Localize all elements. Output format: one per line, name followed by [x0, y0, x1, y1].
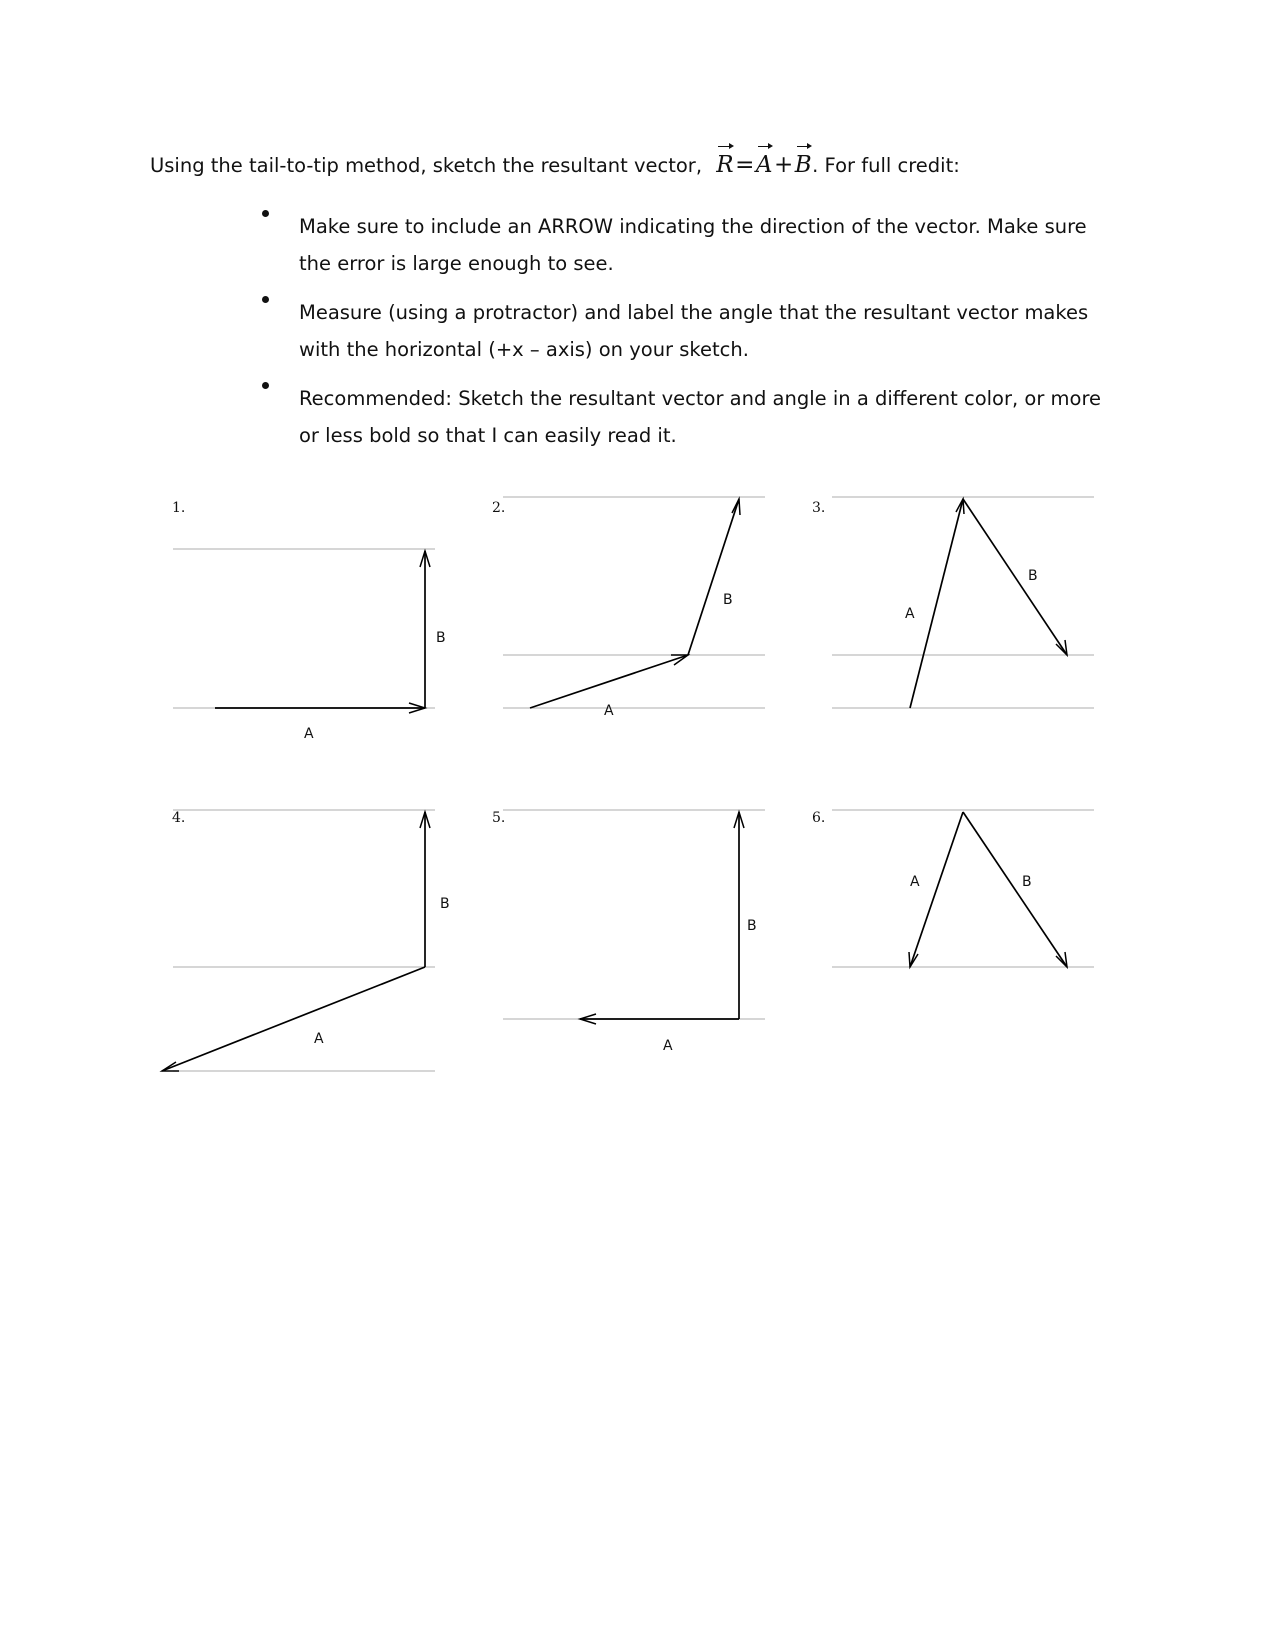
- vector-a-label: A: [604, 703, 614, 719]
- problem-4-number: 4.: [172, 810, 186, 826]
- requirement-text: Recommended: Sketch the resultant vector and angle in a different color, or more or less bold so that I can easily read it.: [299, 387, 1102, 447]
- problem-1-number: 1.: [172, 500, 186, 516]
- vector-b-label: B: [723, 592, 733, 608]
- intro-suffix: . For full credit:: [812, 154, 960, 177]
- vector-b-line: [963, 812, 1067, 967]
- vector-b-line: [963, 499, 1067, 655]
- vector-b-line: [688, 499, 739, 655]
- vector-a-label: A: [663, 1038, 673, 1054]
- vector-a-arrowhead: [162, 1062, 179, 1071]
- problem-3-number: 3.: [812, 500, 826, 516]
- vector-b-label: B: [436, 630, 446, 646]
- requirement-text: Measure (using a protractor) and label the angle that the resultant vector makes with the horizontal (+x – axis) on your sketch.: [299, 301, 1089, 361]
- vector-a-symbol: A: [755, 152, 773, 178]
- vector-a-label: A: [910, 874, 920, 890]
- problem-6-diagram: [812, 810, 1094, 967]
- plus-sign: +: [773, 152, 794, 178]
- vector-a-line: [162, 967, 425, 1071]
- vector-b-label: B: [1028, 568, 1038, 584]
- vector-a-label: A: [314, 1031, 324, 1047]
- intro-text: Using the tail-to-tip method, sketch the resultant vector,: [150, 154, 703, 177]
- vector-b-symbol: B: [794, 152, 813, 178]
- vector-r-symbol: R: [716, 152, 735, 178]
- vector-b-label: B: [1022, 874, 1032, 890]
- problem-1-diagram: [172, 500, 446, 742]
- vector-a-label: A: [304, 726, 314, 742]
- vector-a-label: A: [905, 606, 915, 622]
- vector-b-label: B: [747, 918, 757, 934]
- vector-a-line: [910, 499, 963, 708]
- problem-6-number: 6.: [812, 810, 826, 826]
- problem-5-number: 5.: [492, 810, 506, 826]
- problem-2-diagram: [492, 497, 765, 719]
- problem-4-diagram: [162, 810, 450, 1071]
- problem-3-diagram: [812, 497, 1094, 708]
- problem-2-number: 2.: [492, 500, 506, 516]
- requirement-text: Make sure to include an ARROW indicating the direction of the vector. Make sure the error is large enough to see.: [299, 215, 1087, 275]
- problem-5-diagram: [492, 810, 765, 1054]
- vector-a-line: [530, 655, 688, 708]
- equals-sign: =: [735, 152, 755, 178]
- vector-b-label: B: [440, 896, 450, 912]
